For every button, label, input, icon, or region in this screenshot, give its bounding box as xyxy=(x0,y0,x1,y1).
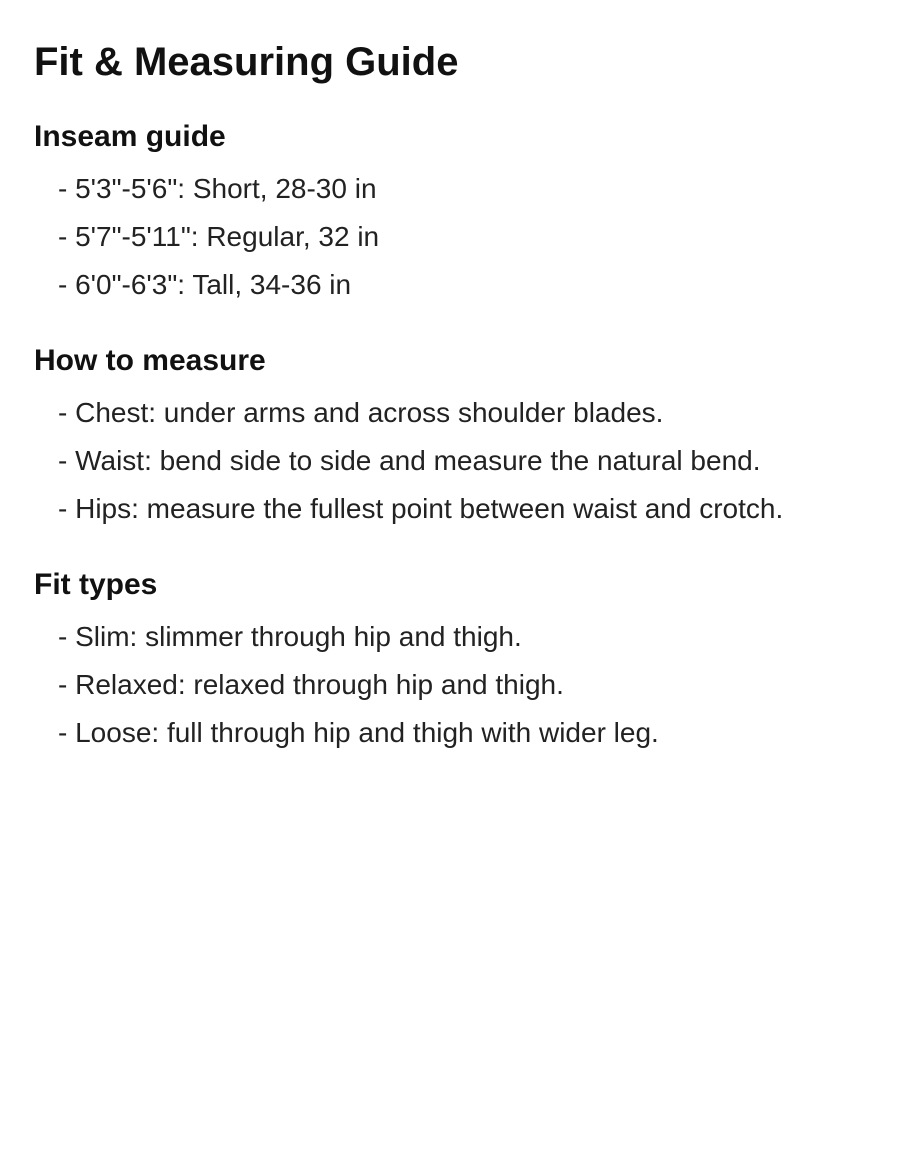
list-item: - Chest: under arms and across shoulder blades. xyxy=(58,397,664,428)
list-item: - 5'7"-5'11": Regular, 32 in xyxy=(58,221,380,252)
list-item: - 6'0"-6'3": Tall, 34-36 in xyxy=(58,269,352,300)
fit-types-list xyxy=(34,613,900,757)
list-item: - Hips: measure the fullest point between waist and crotch. xyxy=(58,493,784,524)
inseam-list xyxy=(34,165,900,309)
section-heading: Fit types xyxy=(34,568,158,601)
list-item: - 5'3"-5'6": Short, 28-30 in xyxy=(58,173,377,204)
section-inseam-guide xyxy=(34,119,900,309)
measure-list xyxy=(34,389,900,533)
list-item: - Waist: bend side to side and measure the natural bend. xyxy=(58,445,761,476)
page-title: Fit & Measuring Guide xyxy=(34,40,459,84)
section-heading: Inseam guide xyxy=(34,120,226,153)
list-item: - Loose: full through hip and thigh with wider leg. xyxy=(58,717,659,748)
list-item: - Relaxed: relaxed through hip and thigh. xyxy=(58,669,564,700)
section-fit-types xyxy=(34,567,900,757)
list-item: - Slim: slimmer through hip and thigh. xyxy=(58,621,522,652)
section-heading: How to measure xyxy=(34,344,266,377)
section-how-to-measure xyxy=(34,343,900,533)
